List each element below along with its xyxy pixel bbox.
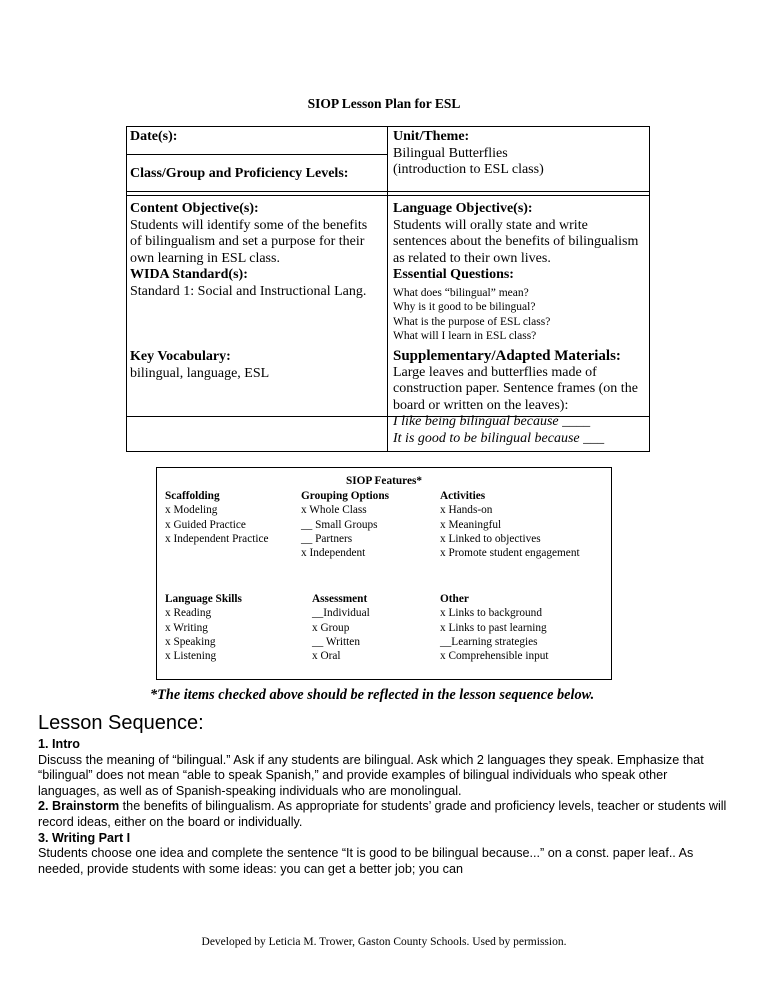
siop-header: SIOP Features* [345, 475, 423, 487]
essential-questions-label: Essential Questions: [393, 267, 514, 282]
language-skills-group [165, 592, 242, 663]
sentence-frame: It is good to be bilingual because ___ [393, 430, 605, 446]
step-title: 1. Intro [38, 737, 80, 751]
checklist-item: x Reading [165, 607, 212, 620]
checklist-item: x Writing [165, 621, 208, 634]
grouping-group [301, 489, 389, 560]
materials-line: construction paper. Sentence frames (on the [393, 381, 638, 396]
table-divider [127, 191, 649, 192]
checklist-item: __Learning strategies [440, 635, 538, 648]
checklist-item: x Speaking [165, 635, 216, 648]
language-skills-label: Language Skills [165, 593, 242, 605]
language-objective-line: as related to their own lives. [393, 250, 551, 266]
checklist-item: __ Partners [301, 532, 353, 545]
unit-line: Bilingual Butterflies [393, 145, 508, 161]
content-objective-label: Content Objective(s): [130, 201, 259, 216]
class-group-label: Class/Group and Proficiency Levels: [130, 166, 349, 181]
page-footer: Developed by Leticia M. Trower, Gaston County Schools. Used by permission. [201, 936, 567, 948]
step-title: 2. Brainstorm [38, 799, 120, 814]
content-objective-line: of bilingualism and set a purpose for their [130, 234, 365, 249]
checklist-item: x Oral [312, 650, 341, 663]
other-group [440, 592, 549, 663]
key-vocabulary-label: Key Vocabulary: [130, 349, 231, 364]
language-objective-line: sentences about the benefits of bilingualism [393, 234, 639, 249]
materials-line: board or written on the leaves): [393, 397, 569, 413]
materials-cell [393, 348, 638, 447]
activities-label: Activities [440, 490, 486, 502]
lesson-sequence-heading: Lesson Sequence: [38, 712, 204, 734]
checklist-item: __ Written [312, 635, 360, 648]
step-text: Students choose one idea and complete the sentence “It is good to be bilingual because...” on a const. paper leaf.. As needed, provide students with some ideas: you can get a better job; you can [38, 846, 694, 876]
checklist-item: __ Small Groups [301, 518, 378, 531]
step-text: Discuss the meaning of “bilingual.” Ask if any students are bilingual. Ask which 2 languages they speak. Emphasize that “bilingual” does not mean “able to speak Spanish,” and provide examples of bilingual individuals who speak other languages, as well as of Spanish-speaking individuals who are monolingual. [38, 752, 704, 798]
checklist-item: __Individual [312, 607, 370, 620]
checklist-item: x Comprehensible input [440, 650, 549, 663]
unit-theme-label: Unit/Theme: [393, 129, 470, 144]
lesson-info-table [126, 126, 650, 452]
materials-line: Large leaves and butterflies made of [393, 364, 597, 380]
checklist-item: x Links to past learning [440, 621, 547, 634]
checklist-item: x Independent [301, 547, 366, 560]
sentence-frame: I like being bilingual because ____ [393, 414, 591, 429]
unit-line: (introduction to ESL class) [393, 162, 544, 177]
table-divider-vertical [387, 127, 388, 451]
other-label: Other [440, 593, 469, 605]
checklist-item: x Independent Practice [165, 532, 269, 545]
table-divider [127, 195, 649, 196]
essential-question: Why is it good to be bilingual? [393, 301, 536, 313]
scaffolding-label: Scaffolding [165, 490, 220, 502]
step-paragraph [38, 799, 728, 830]
language-objective-cell [393, 201, 638, 344]
language-objective-label: Language Objective(s): [393, 201, 533, 216]
essential-question: What will I learn in ESL class? [393, 330, 537, 342]
siop-note: *The items checked above should be reflected in the lesson sequence below. [150, 687, 595, 703]
checklist-item: x Guided Practice [165, 518, 246, 531]
activities-group [440, 489, 580, 560]
key-vocabulary-text: bilingual, language, ESL [130, 365, 270, 381]
language-objective-line: Students will orally state and write [393, 217, 588, 233]
wida-label: WIDA Standard(s): [130, 267, 248, 282]
siop-features-box [156, 467, 612, 680]
assessment-label: Assessment [312, 593, 368, 605]
checklist-item: x Modeling [165, 504, 218, 517]
assessment-group [312, 592, 370, 663]
checklist-item: x Meaningful [440, 518, 502, 531]
grouping-label: Grouping Options [301, 490, 390, 502]
content-objective-line: own learning in ESL class. [130, 250, 280, 266]
essential-question: What is the purpose of ESL class? [393, 315, 551, 328]
content-objective-cell [130, 201, 367, 300]
essential-question: What does “bilingual” mean? [393, 286, 529, 299]
lesson-sequence-body [38, 737, 728, 877]
content-objective-line: Students will identify some of the benefits [130, 217, 368, 233]
checklist-item: x Promote student engagement [440, 547, 580, 560]
materials-label: Supplementary/Adapted Materials: [393, 348, 621, 364]
checklist-item: x Listening [165, 650, 217, 663]
checklist-item: x Whole Class [301, 504, 367, 517]
table-divider [127, 154, 387, 155]
checklist-item: x Group [312, 621, 350, 634]
dates-label: Date(s): [130, 129, 178, 144]
step-title: 3. Writing Part I [38, 830, 131, 845]
step-text: the benefits of bilingualism. As appropriate for students’ grade and proficiency levels, teacher or students will record ideas, either on the board or individually. [38, 799, 727, 829]
key-vocabulary-cell [130, 349, 269, 382]
page-title: SIOP Lesson Plan for ESL [307, 96, 461, 111]
checklist-item: x Linked to objectives [440, 532, 541, 545]
scaffolding-group [165, 489, 269, 546]
checklist-item: x Hands-on [440, 504, 493, 517]
unit-theme-cell [393, 129, 544, 179]
checklist-item: x Links to background [440, 607, 542, 620]
wida-text: Standard 1: Social and Instructional Lang. [130, 283, 367, 299]
